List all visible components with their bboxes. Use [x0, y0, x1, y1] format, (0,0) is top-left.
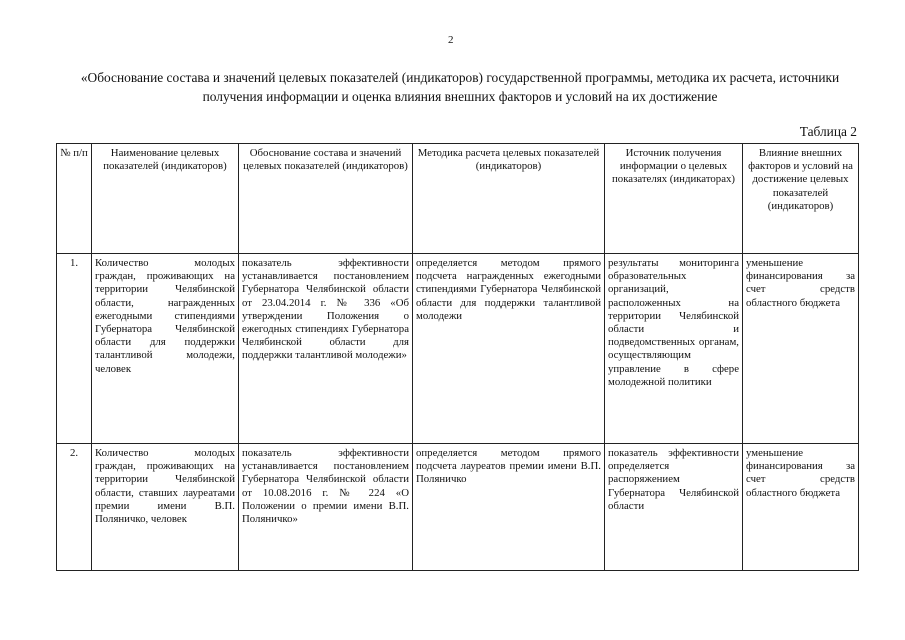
external-influence-cell: уменьшение финансирования за счет средств областного бюджета — [743, 444, 859, 571]
header-cell-justification: Обоснование состава и значений целевых показателей (индикаторов) — [239, 144, 413, 254]
table-row — [57, 254, 859, 444]
information-source-cell: результаты мониторинга образовательных организаций, расположенных на территории Челябинской области и подведомственных органам, осуществляющим управление в сфере молодежной политики — [605, 254, 743, 444]
header-cell-number: № п/п — [57, 144, 92, 254]
header-cell-calculation-method: Методика расчета целевых показателей (индикаторов) — [413, 144, 605, 254]
calculation-method-cell: определяется методом прямого подсчета награжденных ежегодными стипендиями Губернатора Челябинской области для поддержки талантливой молодежи — [413, 254, 605, 444]
justification-cell: показатель эффективности устанавливается постановлением Губернатора Челябинской области от 10.08.2016 г. № 224 «О Положении о премии имени В.П. Поляничко» — [239, 444, 413, 571]
information-source-cell: показатель эффективности определяется распоряжением Губернатора Челябинской области — [605, 444, 743, 571]
document-title: «Обоснование состава и значений целевых показателей (индикаторов) государственной программы, методика их расчета, источники получения информации и оценка влияния внешних факторов и условий на их достижение — [80, 70, 840, 104]
header-cell-indicator-name: Наименование целевых показателей (индикаторов) — [92, 144, 239, 254]
indicators-table — [56, 143, 859, 571]
indicator-name-cell: Количество молодых граждан, проживающих на территории Челябинской области, награжденных ежегодными стипендиями Губернатора Челябинской области для поддержки талантливой молодежи, человек — [92, 254, 239, 444]
justification-cell: показатель эффективности устанавливается постановлением Губернатора Челябинской области от 23.04.2014 г. № 336 «Об утверждении Положения о ежегодных стипендиях Губернатора Челябинской области для поддержки талантливой молодежи» — [239, 254, 413, 444]
calculation-method-cell: определяется методом прямого подсчета лауреатов премии имени В.П. Поляничко — [413, 444, 605, 571]
table-caption: Таблица 2 — [799, 124, 857, 139]
header-cell-information-source: Источник получения информации о целевых показателях (индикаторах) — [605, 144, 743, 254]
external-influence-cell: уменьшение финансирования за счет средств областного бюджета — [743, 254, 859, 444]
indicator-name-cell: Количество молодых граждан, проживающих на территории Челябинской области, ставших лауреатами премии имени В.П. Поляничко, человек — [92, 444, 239, 571]
row-number-cell: 1. — [57, 254, 92, 444]
header-cell-external-influence: Влияние внешних факторов и условий на достижение целевых показателей (индикаторов) — [743, 144, 859, 254]
table-row — [57, 444, 859, 571]
table-header-row — [57, 144, 859, 254]
page-number: 2 — [448, 34, 454, 46]
row-number-cell: 2. — [57, 444, 92, 571]
